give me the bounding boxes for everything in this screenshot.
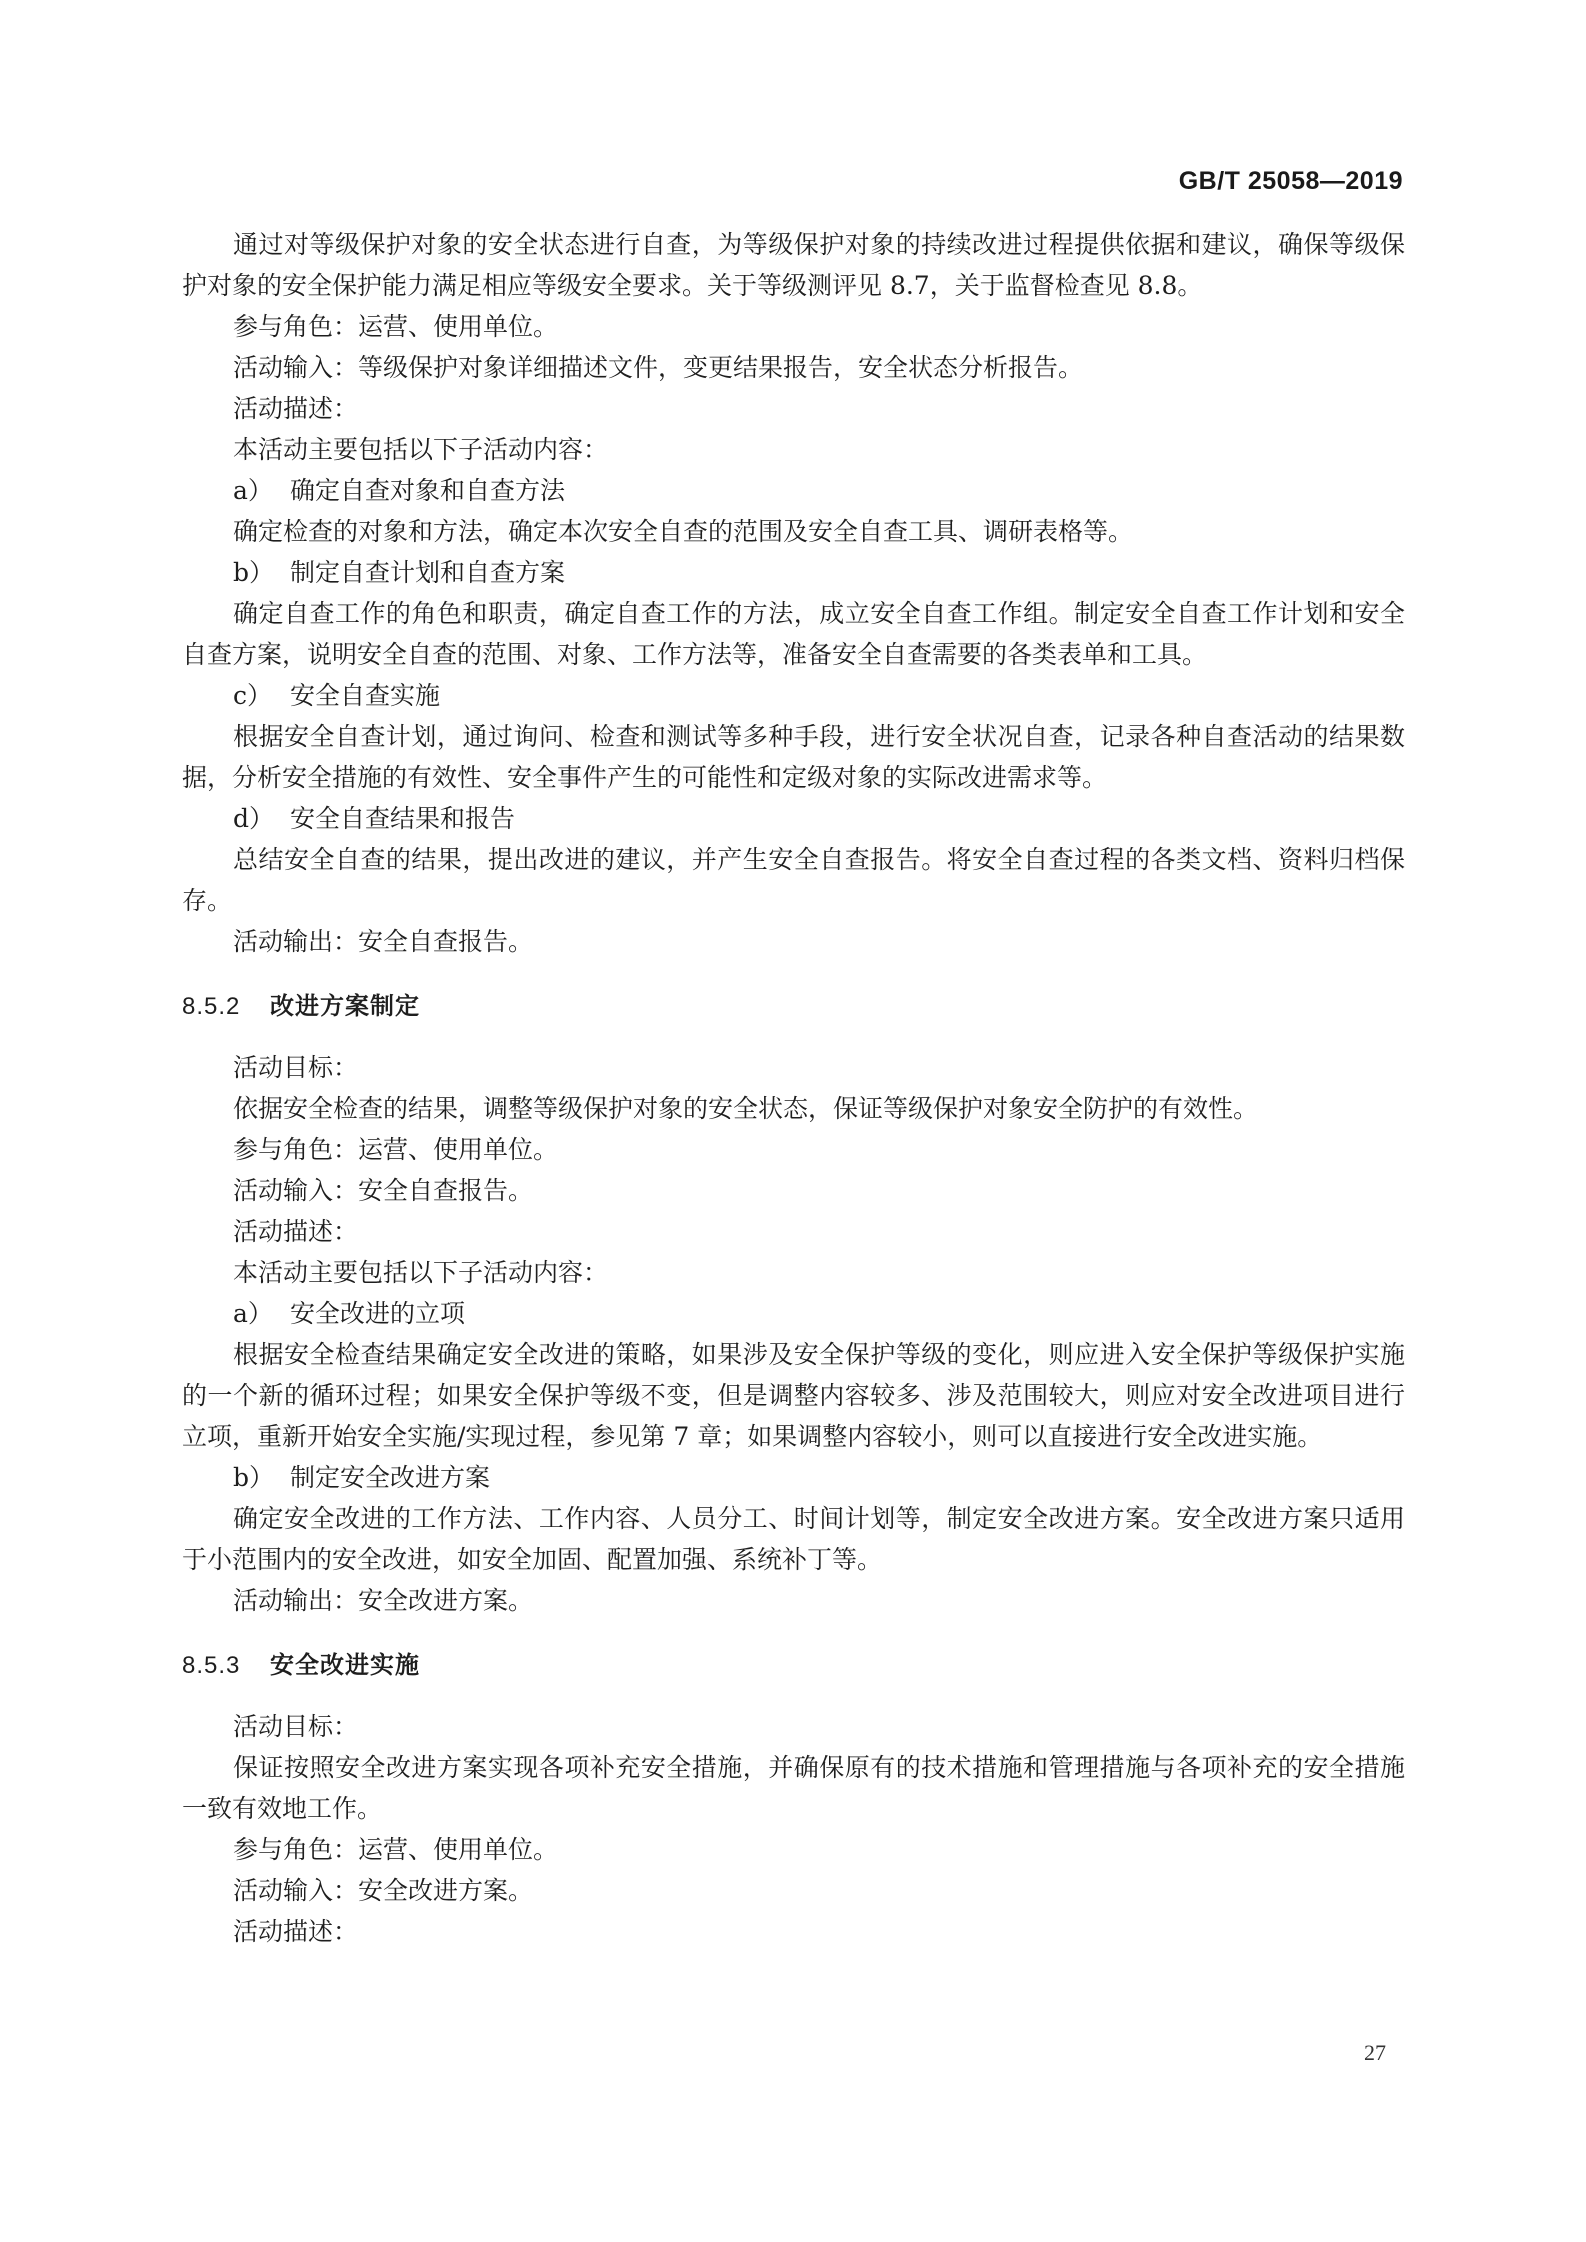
selfcheck-item-body: 确定自查工作的角色和职责，确定自查工作的方法，成立安全自查工作组。制定安全自查工作计划和安全自查方案，说明安全自查的范围、对象、工作方法等，准备安全自查需要的各类表单和工具。 <box>182 599 1405 669</box>
selfcheck-item-body: 根据安全自查计划，通过询问、检查和测试等多种手段，进行安全状况自查，记录各种自查活动的结果数据，分析安全措施的有效性、安全事件产生的可能性和定级对象的实际改进需求等。 <box>182 722 1405 792</box>
desc-label: 活动描述： <box>233 1917 359 1946</box>
item-marker: b） <box>233 558 275 587</box>
section-number: 8.5.3 <box>182 1652 241 1679</box>
intro-desc-intro: 本活动主要包括以下子活动内容： <box>233 435 609 464</box>
item-title-text: 安全改进的立项 <box>290 1299 466 1328</box>
item-marker: a） <box>233 1299 273 1328</box>
goal-label: 活动目标： <box>233 1053 359 1082</box>
section-title: 安全改进实施 <box>270 1651 420 1679</box>
item-marker: a） <box>233 476 273 505</box>
role-text: 参与角色：运营、使用单位。 <box>233 1835 559 1864</box>
improve-item-title <box>182 1293 1405 1334</box>
intro-paragraph: 通过对等级保护对象的安全状态进行自查，为等级保护对象的持续改进过程提供依据和建议，确保等级保护对象的安全保护能力满足相应等级安全要求。关于等级测评见 8.7，关于监督检查见 8.8。 <box>182 230 1405 300</box>
intro-role: 参与角色：运营、使用单位。 <box>233 312 559 341</box>
selfcheck-item-title <box>182 470 1405 511</box>
intro-input: 活动输入：等级保护对象详细描述文件，变更结果报告，安全状态分析报告。 <box>233 353 1084 382</box>
section-heading-8-5-3 <box>182 1645 1405 1686</box>
section-title: 改进方案制定 <box>270 992 420 1020</box>
intro-desc-label: 活动描述： <box>233 394 359 423</box>
input-text: 活动输入：安全自查报告。 <box>233 1176 534 1205</box>
selfcheck-item-body: 确定检查的对象和方法，确定本次安全自查的范围及安全自查工具、调研表格等。 <box>233 517 1134 546</box>
improve-item-body: 确定安全改进的工作方法、工作内容、人员分工、时间计划等，制定安全改进方案。安全改进方案只适用于小范围内的安全改进，如安全加固、配置加强、系统补丁等。 <box>182 1504 1405 1574</box>
desc-intro: 本活动主要包括以下子活动内容： <box>233 1258 609 1287</box>
item-title-text: 制定安全改进方案 <box>290 1463 491 1492</box>
improve-item-body: 根据安全检查结果确定安全改进的策略，如果涉及安全保护等级的变化，则应进入安全保护等级保护实施的一个新的循环过程；如果安全保护等级不变，但是调整内容较多、涉及范围较大，则应对安全改进项目进行立项，重新开始安全实施/实现过程，参见第 7 章；如果调整内容较小，则可以直接进行安全改进实施。 <box>182 1340 1405 1451</box>
goal-text: 保证按照安全改进方案实现各项补充安全措施，并确保原有的技术措施和管理措施与各项补充的安全措施一致有效地工作。 <box>182 1753 1405 1823</box>
section-number: 8.5.2 <box>182 993 241 1020</box>
selfcheck-item-title <box>182 798 1405 839</box>
page-number: 27 <box>1364 2040 1386 2065</box>
item-title-text: 制定自查计划和自查方案 <box>290 558 566 587</box>
selfcheck-item-title <box>182 552 1405 593</box>
section-heading-8-5-2 <box>182 986 1405 1027</box>
goal-label: 活动目标： <box>233 1712 359 1741</box>
output-text: 活动输出：安全改进方案。 <box>233 1586 534 1615</box>
improve-item-title <box>182 1457 1405 1498</box>
selfcheck-item-body: 总结安全自查的结果，提出改进的建议，并产生安全自查报告。将安全自查过程的各类文档、资料归档保存。 <box>182 845 1405 915</box>
item-title-text: 安全自查实施 <box>290 681 441 710</box>
standard-code: GB/T 25058—2019 <box>1178 167 1403 195</box>
desc-label: 活动描述： <box>233 1217 359 1246</box>
selfcheck-item-title <box>182 675 1405 716</box>
item-title-text: 安全自查结果和报告 <box>290 804 516 833</box>
role-text: 参与角色：运营、使用单位。 <box>233 1135 559 1164</box>
item-marker: c） <box>233 681 273 710</box>
item-title-text: 确定自查对象和自查方法 <box>290 476 566 505</box>
page-content <box>182 224 1405 1952</box>
goal-text: 依据安全检查的结果，调整等级保护对象的安全状态，保证等级保护对象安全防护的有效性。 <box>233 1094 1259 1123</box>
selfcheck-output: 活动输出：安全自查报告。 <box>233 927 534 956</box>
input-text: 活动输入：安全改进方案。 <box>233 1876 534 1905</box>
item-marker: b） <box>233 1463 275 1492</box>
item-marker: d） <box>233 804 275 833</box>
